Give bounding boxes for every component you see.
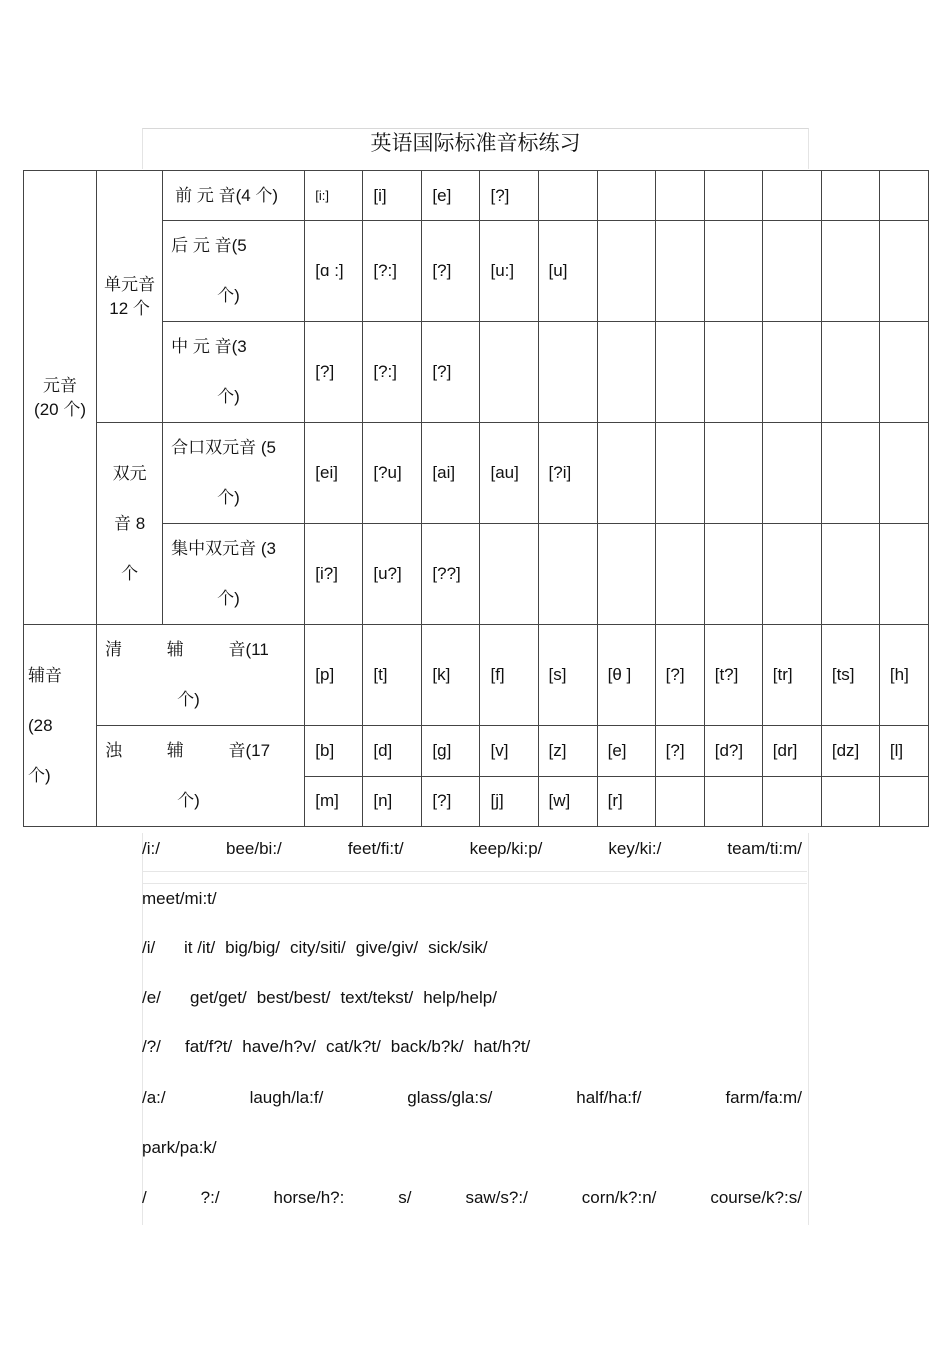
example-word: text/tekst/ <box>340 988 414 1007</box>
symbol-cell: [?] <box>480 171 538 221</box>
voiced-consonants-label <box>97 726 305 827</box>
symbol-cell: [ɑ :] <box>305 221 363 322</box>
example-line-e <box>142 984 802 1012</box>
example-line-a-long-cont <box>142 1134 802 1162</box>
example-word: horse/h?: <box>273 1188 345 1207</box>
example-word: fat/f?t/ <box>185 1037 233 1056</box>
example-word: sick/sik/ <box>428 938 488 957</box>
symbol-cell: [l] <box>879 726 928 777</box>
monophthongs-label: 单元音 <box>104 274 156 294</box>
example-word: glass/gla:s/ <box>407 1088 493 1107</box>
diphthongs-label-2: 音 8 <box>114 513 146 533</box>
label-line-1: 合口双元音 (5 <box>171 438 276 457</box>
consonants-label-2: (28 <box>28 715 53 735</box>
consonants-category <box>24 625 97 827</box>
example-word: course/k?:s/ <box>710 1188 802 1207</box>
consonants-label-3: 个) <box>28 765 51 785</box>
symbol-cell: [d?] <box>704 726 762 777</box>
label-line-2: 个) <box>177 690 200 709</box>
symbol-cell: [d] <box>363 726 422 777</box>
example-word: /?/ <box>142 1037 161 1056</box>
example-word: corn/k?:n/ <box>581 1188 657 1207</box>
example-word: big/big/ <box>225 938 280 957</box>
example-word: city/siti/ <box>290 938 346 957</box>
label-line-1: 集中双元音 (3 <box>171 539 276 558</box>
example-word: bee/bi:/ <box>226 839 282 858</box>
label-line-2: 个) <box>217 387 240 406</box>
symbol-cell: [t?] <box>704 625 762 726</box>
separator <box>142 883 807 884</box>
centering-diphthongs-label <box>163 524 305 625</box>
label-line-2: 个) <box>177 791 200 810</box>
example-line-i-long <box>142 835 802 863</box>
example-word: saw/s?:/ <box>465 1188 528 1207</box>
symbol-cell: [??] <box>422 524 480 625</box>
symbol-cell: [t] <box>363 625 422 726</box>
example-word: /a:/ <box>142 1088 166 1107</box>
symbol-cell: [p] <box>305 625 363 726</box>
label-line-1: 后 元 音(5 <box>171 236 247 255</box>
example-word: it /it/ <box>184 938 216 957</box>
label-line-2: 个) <box>217 286 240 305</box>
symbol-cell: [z] <box>538 726 597 777</box>
symbol-cell: [?] <box>422 776 480 827</box>
symbol-cell: [?] <box>305 322 363 423</box>
symbol-cell: [ei] <box>305 423 363 524</box>
symbol-cell: [v] <box>480 726 538 777</box>
symbol-cell: [?u] <box>363 423 422 524</box>
row-voiced-consonants-1 <box>24 726 929 777</box>
central-vowels-label <box>163 322 305 423</box>
symbol-cell: [?] <box>655 726 704 777</box>
symbol-cell: [?] <box>655 625 704 726</box>
symbol-cell: [dr] <box>762 726 821 777</box>
example-line-a-long <box>142 1084 802 1112</box>
consonants-label-1: 辅音 <box>28 665 62 685</box>
diphthongs-category <box>97 423 163 625</box>
symbol-cell: [f] <box>480 625 538 726</box>
symbol-cell: [tr] <box>762 625 821 726</box>
example-line-i-long-cont <box>142 885 802 913</box>
monophthongs-count: 12 个 <box>109 298 150 318</box>
example-word: keep/ki:p/ <box>469 839 543 858</box>
symbol-cell: [e] <box>597 726 655 777</box>
example-word: have/h?v/ <box>242 1037 316 1056</box>
symbol-cell: [h] <box>879 625 928 726</box>
diphthongs-label-3: 个 <box>121 563 139 583</box>
example-word: / <box>142 1188 147 1207</box>
vowels-category <box>24 171 97 625</box>
example-word: back/b?k/ <box>390 1037 464 1056</box>
symbol-cell: [r] <box>597 776 655 827</box>
symbol-cell: [s] <box>538 625 597 726</box>
label-line-1: 浊 辅 音(17 <box>105 741 271 760</box>
example-word: farm/fa:m/ <box>725 1088 802 1107</box>
back-vowels-label <box>163 221 305 322</box>
symbol-cell: [i?] <box>305 524 363 625</box>
page-title: 英语国际标准音标练习 <box>370 131 581 155</box>
example-word: park/pa:k/ <box>142 1138 217 1157</box>
symbol-cell: [?:] <box>363 322 422 423</box>
symbol-cell: [ts] <box>821 625 879 726</box>
symbol-cell: [i] <box>363 171 422 221</box>
symbol-cell: [u?] <box>363 524 422 625</box>
closing-diphthongs-label <box>163 423 305 524</box>
symbol-cell: [u:] <box>480 221 538 322</box>
voiceless-consonants-label <box>97 625 305 726</box>
row-closing-diphthongs <box>24 423 929 524</box>
example-word: help/help/ <box>423 988 497 1007</box>
example-word: team/ti:m/ <box>727 839 802 858</box>
symbol-cell: [g] <box>422 726 480 777</box>
example-word: feet/fi:t/ <box>347 839 404 858</box>
symbol-cell: [e] <box>422 171 480 221</box>
example-word: ?:/ <box>200 1188 220 1207</box>
vowels-count: (20 个) <box>34 399 87 419</box>
example-word: half/ha:f/ <box>576 1088 642 1107</box>
example-word: hat/h?t/ <box>473 1037 531 1056</box>
example-word: give/giv/ <box>355 938 419 957</box>
symbol-cell: [θ ] <box>597 625 655 726</box>
monophthongs-category <box>97 171 163 423</box>
example-word: best/best/ <box>256 988 331 1007</box>
symbol-cell: [?] <box>422 221 480 322</box>
example-line-ae <box>142 1033 802 1061</box>
example-line-i-short <box>142 934 802 962</box>
symbol-cell: [n] <box>363 776 422 827</box>
label-line-1: 中 元 音(3 <box>171 337 247 356</box>
symbol-cell: [au] <box>480 423 538 524</box>
separator <box>142 871 807 872</box>
phonetic-table <box>23 170 929 827</box>
label-line-1: 清 辅 音(11 <box>105 640 269 659</box>
front-vowels-label: 前 元 音(4 个) <box>163 171 305 221</box>
example-word: meet/mi:t/ <box>142 889 217 908</box>
example-word: /i:/ <box>142 839 160 858</box>
symbol-cell: [k] <box>422 625 480 726</box>
symbol-cell: [dz] <box>821 726 879 777</box>
symbol-cell: [i:] <box>305 171 363 221</box>
row-front-vowels <box>24 171 929 221</box>
example-word: laugh/la:f/ <box>249 1088 324 1107</box>
symbol-cell: [w] <box>538 776 597 827</box>
symbol-cell: [m] <box>305 776 363 827</box>
example-word: get/get/ <box>190 988 247 1007</box>
label-line-2: 个) <box>217 488 240 507</box>
example-word: s/ <box>398 1188 412 1207</box>
symbol-cell: [j] <box>480 776 538 827</box>
symbol-cell: [u] <box>538 221 597 322</box>
example-line-o-long <box>142 1184 802 1212</box>
symbol-cell: [b] <box>305 726 363 777</box>
row-voiceless-consonants <box>24 625 929 726</box>
example-word: key/ki:/ <box>608 839 662 858</box>
symbol-cell: [?] <box>422 322 480 423</box>
symbol-cell: [ai] <box>422 423 480 524</box>
example-word: /i/ <box>142 938 156 957</box>
example-word: /e/ <box>142 988 161 1007</box>
title-box <box>142 128 809 169</box>
diphthongs-label-1: 双元 <box>112 463 147 483</box>
vowels-label: 元音 <box>43 375 78 395</box>
symbol-cell: [?:] <box>363 221 422 322</box>
symbol-cell: [?i] <box>538 423 597 524</box>
label-line-2: 个) <box>217 589 240 608</box>
example-word: cat/k?t/ <box>325 1037 381 1056</box>
